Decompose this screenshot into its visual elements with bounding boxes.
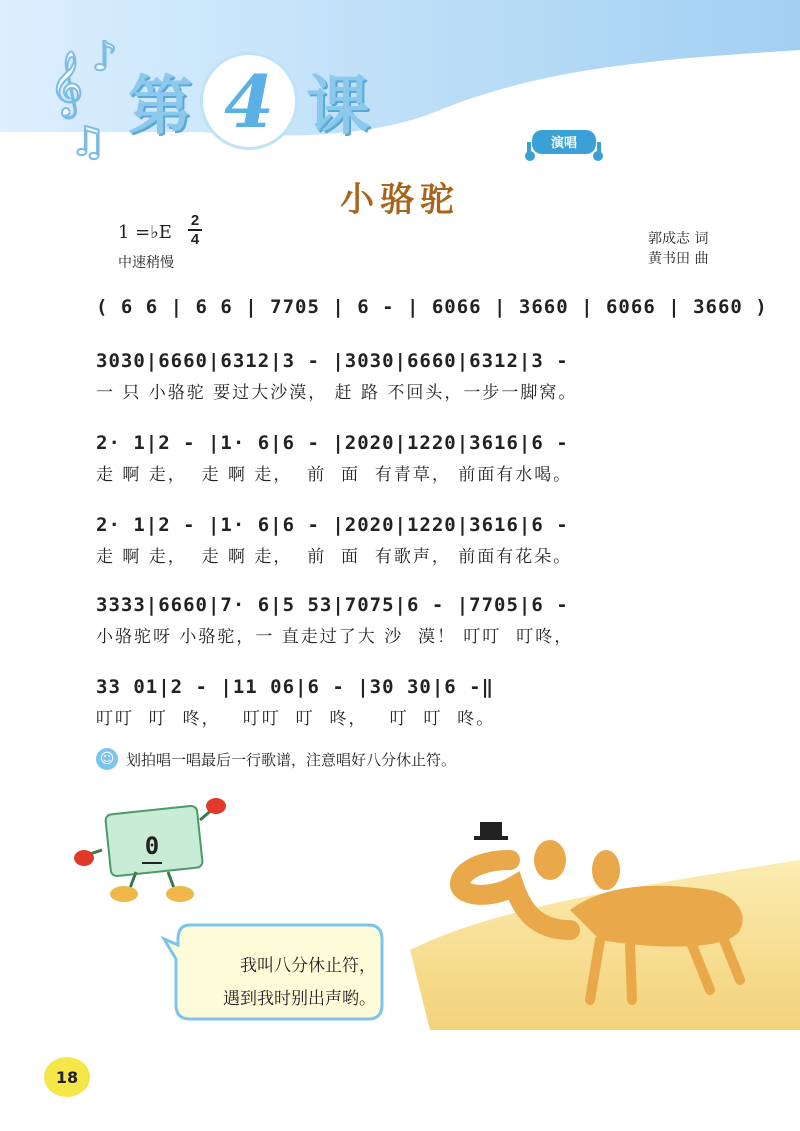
lesson-prefix: 第: [128, 70, 192, 144]
time-top: 2: [190, 212, 200, 229]
notes-line: 2· 1|2 - |1· 6|6 - |2020|1220|3616|6 -: [96, 432, 569, 454]
staff-system-3: [96, 514, 726, 567]
notes-line: 33 01|2 - |11 06|6 - |30 30|6 -‖: [96, 676, 495, 698]
tempo-marking: 中速稍慢: [118, 255, 174, 271]
staff-system-2: [96, 432, 726, 485]
speech-line-2: 遇到我时别出声哟。: [223, 989, 376, 1009]
intro-staff: ( 6 6 | 6 6 | 7705 | 6 - | 6066 | 3660 | 6066 | 3660 ): [96, 296, 768, 318]
rest-underline: [142, 862, 162, 864]
badge-label: 演唱: [550, 136, 577, 151]
tip-text: 划拍唱一唱最后一行歌谱，注意唱好八分休止符。: [126, 750, 457, 769]
eighth-rest-symbol: 0: [144, 832, 160, 860]
svg-text:𝄞: 𝄞: [50, 51, 84, 116]
staff-system-4: [96, 594, 726, 647]
staff-system-5: [96, 676, 726, 729]
camel-illustration: [410, 800, 800, 1030]
svg-text:♪: ♪: [92, 34, 118, 80]
lyrics-line: 叮叮 叮 咚， 叮叮 叮 咚， 叮 叮 咚。: [96, 709, 496, 729]
staff-system-1: [96, 350, 726, 403]
notes-line: 3030|6660|6312|3 - |3030|6660|6312|3 -: [96, 350, 569, 372]
notes-line: 3333|6660|7· 6|5 53|7075|6 - |7705|6 -: [96, 594, 569, 616]
header-banner: [0, 0, 800, 175]
time-bottom: 4: [190, 231, 200, 248]
svg-text:♫: ♫: [70, 119, 106, 165]
lyrics-line: 小骆驼呀 小骆驼，一 直走过了大 沙 漠！ 叮叮 叮咚，: [96, 627, 574, 647]
singing-badge: [524, 128, 604, 164]
composer-credit: 黄书田 曲: [648, 251, 709, 267]
lesson-heading: [128, 56, 370, 146]
speech-text: [186, 950, 376, 1016]
speech-line-1: 我叫八分休止符，: [240, 956, 376, 976]
song-title: 小骆驼: [340, 180, 460, 220]
lesson-number: 4: [200, 52, 298, 150]
lyrics-line: 走 啊 走， 走 啊 走， 前 面 有青草， 前面有水喝。: [96, 465, 573, 485]
smiley-icon: ☺: [96, 748, 118, 770]
notes-line: 2· 1|2 - |1· 6|6 - |2020|1220|3616|6 -: [96, 514, 569, 536]
lesson-suffix: 课: [306, 70, 370, 144]
lyricist-credit: 郭成志 词: [648, 231, 709, 247]
lyrics-line: 一 只 小骆驼 要过大沙漠， 赶 路 不回头，一步一脚窝。: [96, 383, 578, 403]
lyrics-line: 走 啊 走， 走 啊 走， 前 面 有歌声， 前面有花朵。: [96, 547, 573, 567]
practice-tip: [96, 748, 456, 770]
time-signature: [188, 212, 202, 248]
page-number: 18: [44, 1057, 90, 1097]
key-signature: 1 =♭E: [118, 222, 172, 243]
